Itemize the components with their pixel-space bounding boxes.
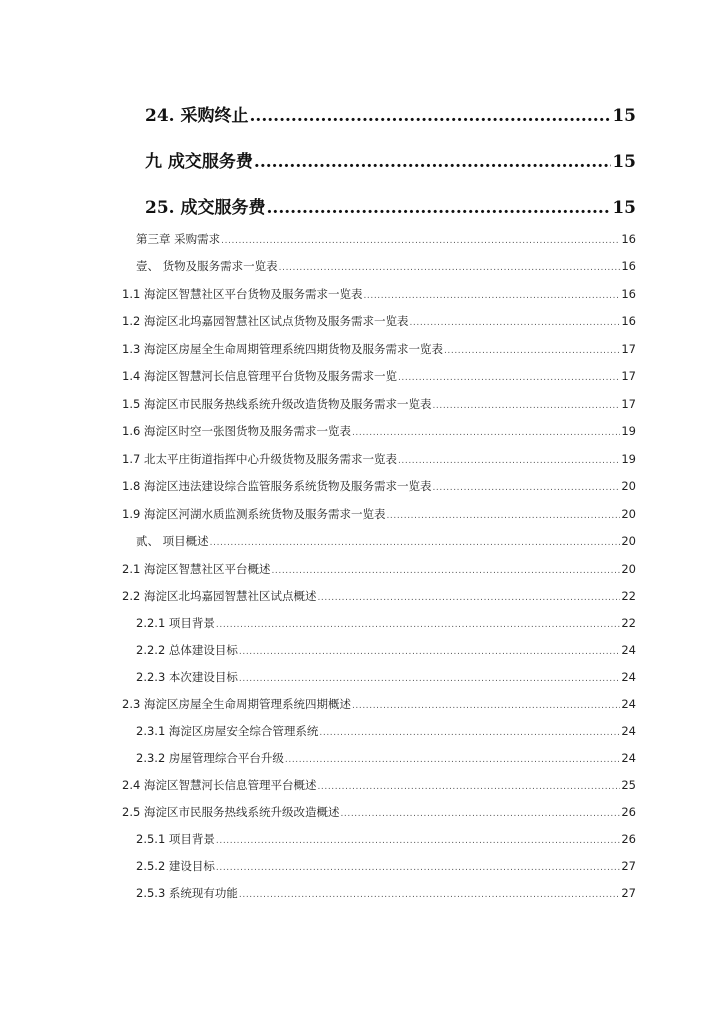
toc-page-number: 17: [621, 342, 636, 356]
toc-entry[interactable]: [122, 588, 636, 604]
toc-leader-dots: [398, 456, 620, 466]
toc-page-number: 24: [621, 697, 636, 711]
toc-entry-title: 2.5.1 项目背景: [136, 832, 215, 846]
toc-entry[interactable]: [122, 286, 636, 302]
toc-leader-dots: [250, 106, 612, 126]
toc-entry-title: 24. 采购终止: [145, 106, 249, 126]
toc-entry-title: 1.7 北太平庄街道指挥中心升级货物及服务需求一览表: [122, 452, 397, 466]
toc-entry-title: 1.6 海淀区时空一张图货物及服务需求一览表: [122, 424, 351, 438]
toc-page-number: 20: [621, 507, 636, 521]
toc-leader-dots: [352, 428, 620, 438]
toc-page-number: 26: [621, 805, 636, 819]
toc-page-number: 16: [621, 259, 636, 273]
toc-page-number: 17: [621, 397, 636, 411]
toc-entry[interactable]: [122, 451, 636, 467]
toc-entry[interactable]: [122, 478, 636, 494]
toc-entry[interactable]: [136, 669, 636, 685]
toc-entry-title: 1.8 海淀区违法建设综合监管服务系统货物及服务需求一览表: [122, 479, 432, 493]
toc-leader-dots: [352, 701, 620, 711]
toc-entry[interactable]: [122, 423, 636, 439]
toc-leader-dots: [319, 728, 620, 738]
toc-leader-dots: [317, 782, 620, 792]
toc-page-number: 24: [621, 751, 636, 765]
toc-leader-dots: [271, 566, 620, 576]
toc-entry[interactable]: [136, 831, 636, 847]
toc-leader-dots: [216, 863, 620, 873]
toc-entry[interactable]: [136, 723, 636, 739]
toc-entry-title: 1.4 海淀区智慧河长信息管理平台货物及服务需求一览: [122, 369, 397, 383]
toc-entry-title: 2.2 海淀区北坞嘉园智慧社区试点概述: [122, 589, 317, 603]
toc-entry[interactable]: [122, 804, 636, 820]
toc-leader-dots: [239, 890, 620, 900]
toc-page-number: 15: [612, 106, 636, 126]
toc-page-number: 20: [621, 562, 636, 576]
toc-leader-dots: [386, 511, 620, 521]
toc-leader-dots: [239, 674, 620, 684]
toc-entry-title: 2.5 海淀区市民服务热线系统升级改造概述: [122, 805, 340, 819]
toc-leader-dots: [239, 647, 620, 657]
toc-entry[interactable]: [122, 696, 636, 712]
toc-leader-dots: [398, 373, 620, 383]
toc-entry[interactable]: [136, 258, 636, 274]
toc-entry-title: 2.4 海淀区智慧河长信息管理平台概述: [122, 778, 317, 792]
toc-page-number: 27: [621, 886, 636, 900]
toc-leader-dots: [432, 401, 620, 411]
toc-entry-title: 2.2.2 总体建设目标: [136, 643, 238, 657]
toc-page-number: 19: [621, 424, 636, 438]
toc-leader-dots: [409, 318, 620, 328]
toc-entry-title: 壹、 货物及服务需求一览表: [136, 259, 278, 273]
toc-entry-title: 2.3 海淀区房屋全生命周期管理系统四期概述: [122, 697, 351, 711]
toc-entry[interactable]: [136, 885, 636, 901]
toc-page-number: 26: [621, 832, 636, 846]
toc-page-number: 15: [612, 198, 636, 218]
toc-entry-title: 2.3.1 海淀区房屋安全综合管理系统: [136, 724, 319, 738]
toc-leader-dots: [267, 198, 612, 218]
toc-leader-dots: [216, 620, 620, 630]
toc-entry-major[interactable]: [145, 147, 636, 173]
toc-leader-dots: [279, 263, 621, 273]
toc-leader-dots: [432, 483, 620, 493]
toc-page-number: 16: [621, 314, 636, 328]
toc-page-number: 22: [621, 616, 636, 630]
toc-entry-title: 第三章 采购需求: [136, 232, 221, 246]
toc-entry[interactable]: [136, 615, 636, 631]
toc-entry-title: 1.5 海淀区市民服务热线系统升级改造货物及服务需求一览表: [122, 397, 432, 411]
toc-leader-dots: [254, 152, 611, 172]
toc-leader-dots: [285, 755, 620, 765]
toc-leader-dots: [317, 593, 620, 603]
toc-entry[interactable]: [136, 533, 636, 549]
toc-entry-major[interactable]: [145, 193, 636, 219]
toc-leader-dots: [340, 809, 620, 819]
toc-entry-title: 25. 成交服务费: [145, 198, 266, 218]
toc-entry[interactable]: [122, 506, 636, 522]
toc-entry-title: 2.2.3 本次建设目标: [136, 670, 238, 684]
toc-page-number: 24: [621, 724, 636, 738]
toc-page-number: 15: [612, 152, 636, 172]
toc-page-number: 25: [621, 778, 636, 792]
toc-leader-dots: [363, 291, 620, 301]
toc-entry-title: 1.1 海淀区智慧社区平台货物及服务需求一览表: [122, 287, 363, 301]
toc-entry-title: 2.5.3 系统现有功能: [136, 886, 238, 900]
toc-entry-title: 贰、 项目概述: [136, 534, 209, 548]
toc-entry[interactable]: [122, 368, 636, 384]
toc-page-number: 22: [621, 589, 636, 603]
toc-page-number: 20: [621, 534, 636, 548]
toc-entry[interactable]: [136, 231, 636, 247]
toc-entry[interactable]: [136, 750, 636, 766]
toc-entry-title: 1.2 海淀区北坞嘉园智慧社区试点货物及服务需求一览表: [122, 314, 409, 328]
toc-entry[interactable]: [122, 396, 636, 412]
toc-entry-title: 2.3.2 房屋管理综合平台升级: [136, 751, 284, 765]
toc-entry[interactable]: [122, 777, 636, 793]
toc-page-number: 24: [621, 670, 636, 684]
toc-entry-title: 1.3 海淀区房屋全生命周期管理系统四期货物及服务需求一览表: [122, 342, 443, 356]
toc-entry[interactable]: [122, 341, 636, 357]
toc-entry[interactable]: [136, 642, 636, 658]
toc-entry-title: 九 成交服务费: [145, 152, 253, 172]
toc-entry[interactable]: [122, 561, 636, 577]
toc-leader-dots: [210, 538, 621, 548]
toc-entry-title: 1.9 海淀区河湖水质监测系统货物及服务需求一览表: [122, 507, 386, 521]
toc-page-number: 20: [621, 479, 636, 493]
toc-page-number: 16: [621, 232, 636, 246]
toc-page-number: 19: [621, 452, 636, 466]
toc-leader-dots: [221, 236, 620, 246]
toc-page-number: 24: [621, 643, 636, 657]
toc-entry[interactable]: [122, 313, 636, 329]
toc-leader-dots: [444, 346, 620, 356]
toc-entry[interactable]: [136, 858, 636, 874]
toc-page-number: 16: [621, 287, 636, 301]
toc-leader-dots: [216, 836, 620, 846]
toc-page-number: 27: [621, 859, 636, 873]
toc-entry-title: 2.1 海淀区智慧社区平台概述: [122, 562, 271, 576]
toc-entry-title: 2.2.1 项目背景: [136, 616, 215, 630]
toc-page-number: 17: [621, 369, 636, 383]
toc-entry-major[interactable]: [145, 101, 636, 127]
toc-entry-title: 2.5.2 建设目标: [136, 859, 215, 873]
